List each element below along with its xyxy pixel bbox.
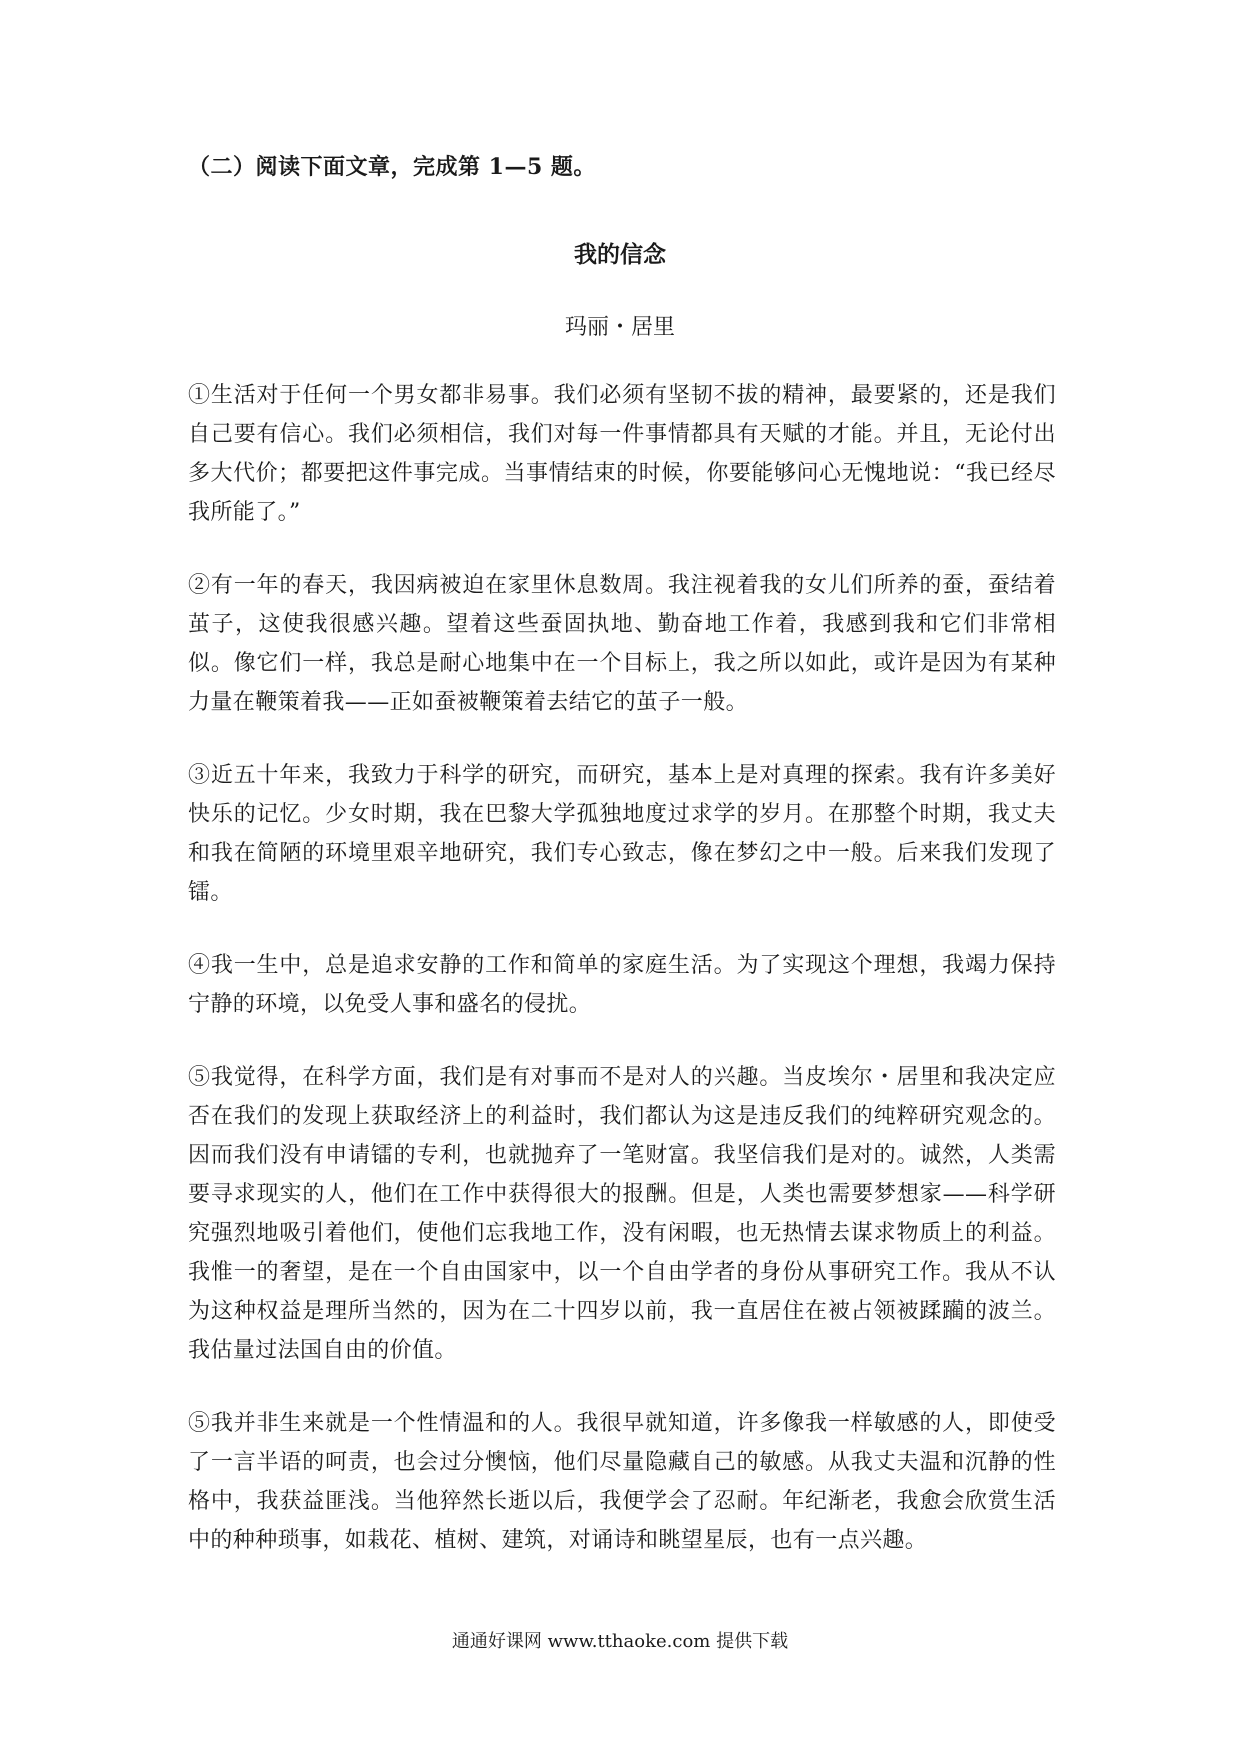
article-title: 我的信念 <box>574 241 666 268</box>
page-footer: 通通好课网 www.tthaoke.com 提供下载 <box>451 1631 789 1652</box>
article-author: 玛丽・居里 <box>564 315 675 340</box>
section-heading: （二）阅读下面文章，完成第 1—5 题。 <box>188 154 596 180</box>
paragraph-6: ⑤我并非生来就是一个性情温和的人。我很早就知道，许多像我一样敏感的人，即使受了一言半语的呵责，也会过分懊恼，他们尽量隐藏自己的敏感。从我丈夫温和沉静的性格中，我获益匪浅。当他猝然长逝以后，我便学会了忍耐。年纪渐老，我愈会欣赏生活中的种种琐事，如栽花、植树、建筑，对诵诗和眺望星辰，也有一点兴趣。 <box>188 1411 1056 1553</box>
article-body <box>188 376 1056 1594</box>
paragraph-1: ①生活对于任何一个男女都非易事。我们必须有坚韧不拔的精神，最要紧的，还是我们自己要有信心。我们必须相信，我们对每一件事情都具有天赋的才能。并且，无论付出多大代价；都要把这件事完成。当事情结束的时候，你要能够问心无愧地说：“我已经尽我所能了。” <box>188 383 1056 525</box>
paragraph-4: ④我一生中，总是追求安静的工作和简单的家庭生活。为了实现这个理想，我竭力保持宁静的环境，以免受人事和盛名的侵扰。 <box>188 953 1056 1017</box>
paragraph-3: ③近五十年来，我致力于科学的研究，而研究，基本上是对真理的探索。我有许多美好快乐的记忆。少女时期，我在巴黎大学孤独地度过求学的岁月。在那整个时期，我丈夫和我在简陋的环境里艰辛地研究，我们专心致志，像在梦幻之中一般。后来我们发现了镭。 <box>188 763 1056 905</box>
paragraph-5: ⑤我觉得，在科学方面，我们是有对事而不是对人的兴趣。当皮埃尔・居里和我决定应否在我们的发现上获取经济上的利益时，我们都认为这是违反我们的纯粹研究观念的。因而我们没有申请镭的专利，也就抛弃了一笔财富。我坚信我们是对的。诚然，人类需要寻求现实的人，他们在工作中获得很大的报酬。但是，人类也需要梦想家——科学研究强烈地吸引着他们，使他们忘我地工作，没有闲暇，也无热情去谋求物质上的利益。我惟一的奢望，是在一个自由国家中，以一个自由学者的身份从事研究工作。我从不认为这种权益是理所当然的，因为在二十四岁以前，我一直居住在被占领被蹂躏的波兰。我估量过法国自由的价值。 <box>188 1065 1056 1363</box>
paragraph-2: ②有一年的春天，我因病被迫在家里休息数周。我注视着我的女儿们所养的蚕，蚕结着茧子，这使我很感兴趣。望着这些蚕固执地、勤奋地工作着，我感到我和它们非常相似。像它们一样，我总是耐心地集中在一个目标上，我之所以如此，或许是因为有某种力量在鞭策着我——正如蚕被鞭策着去结它的茧子一般。 <box>188 573 1056 715</box>
